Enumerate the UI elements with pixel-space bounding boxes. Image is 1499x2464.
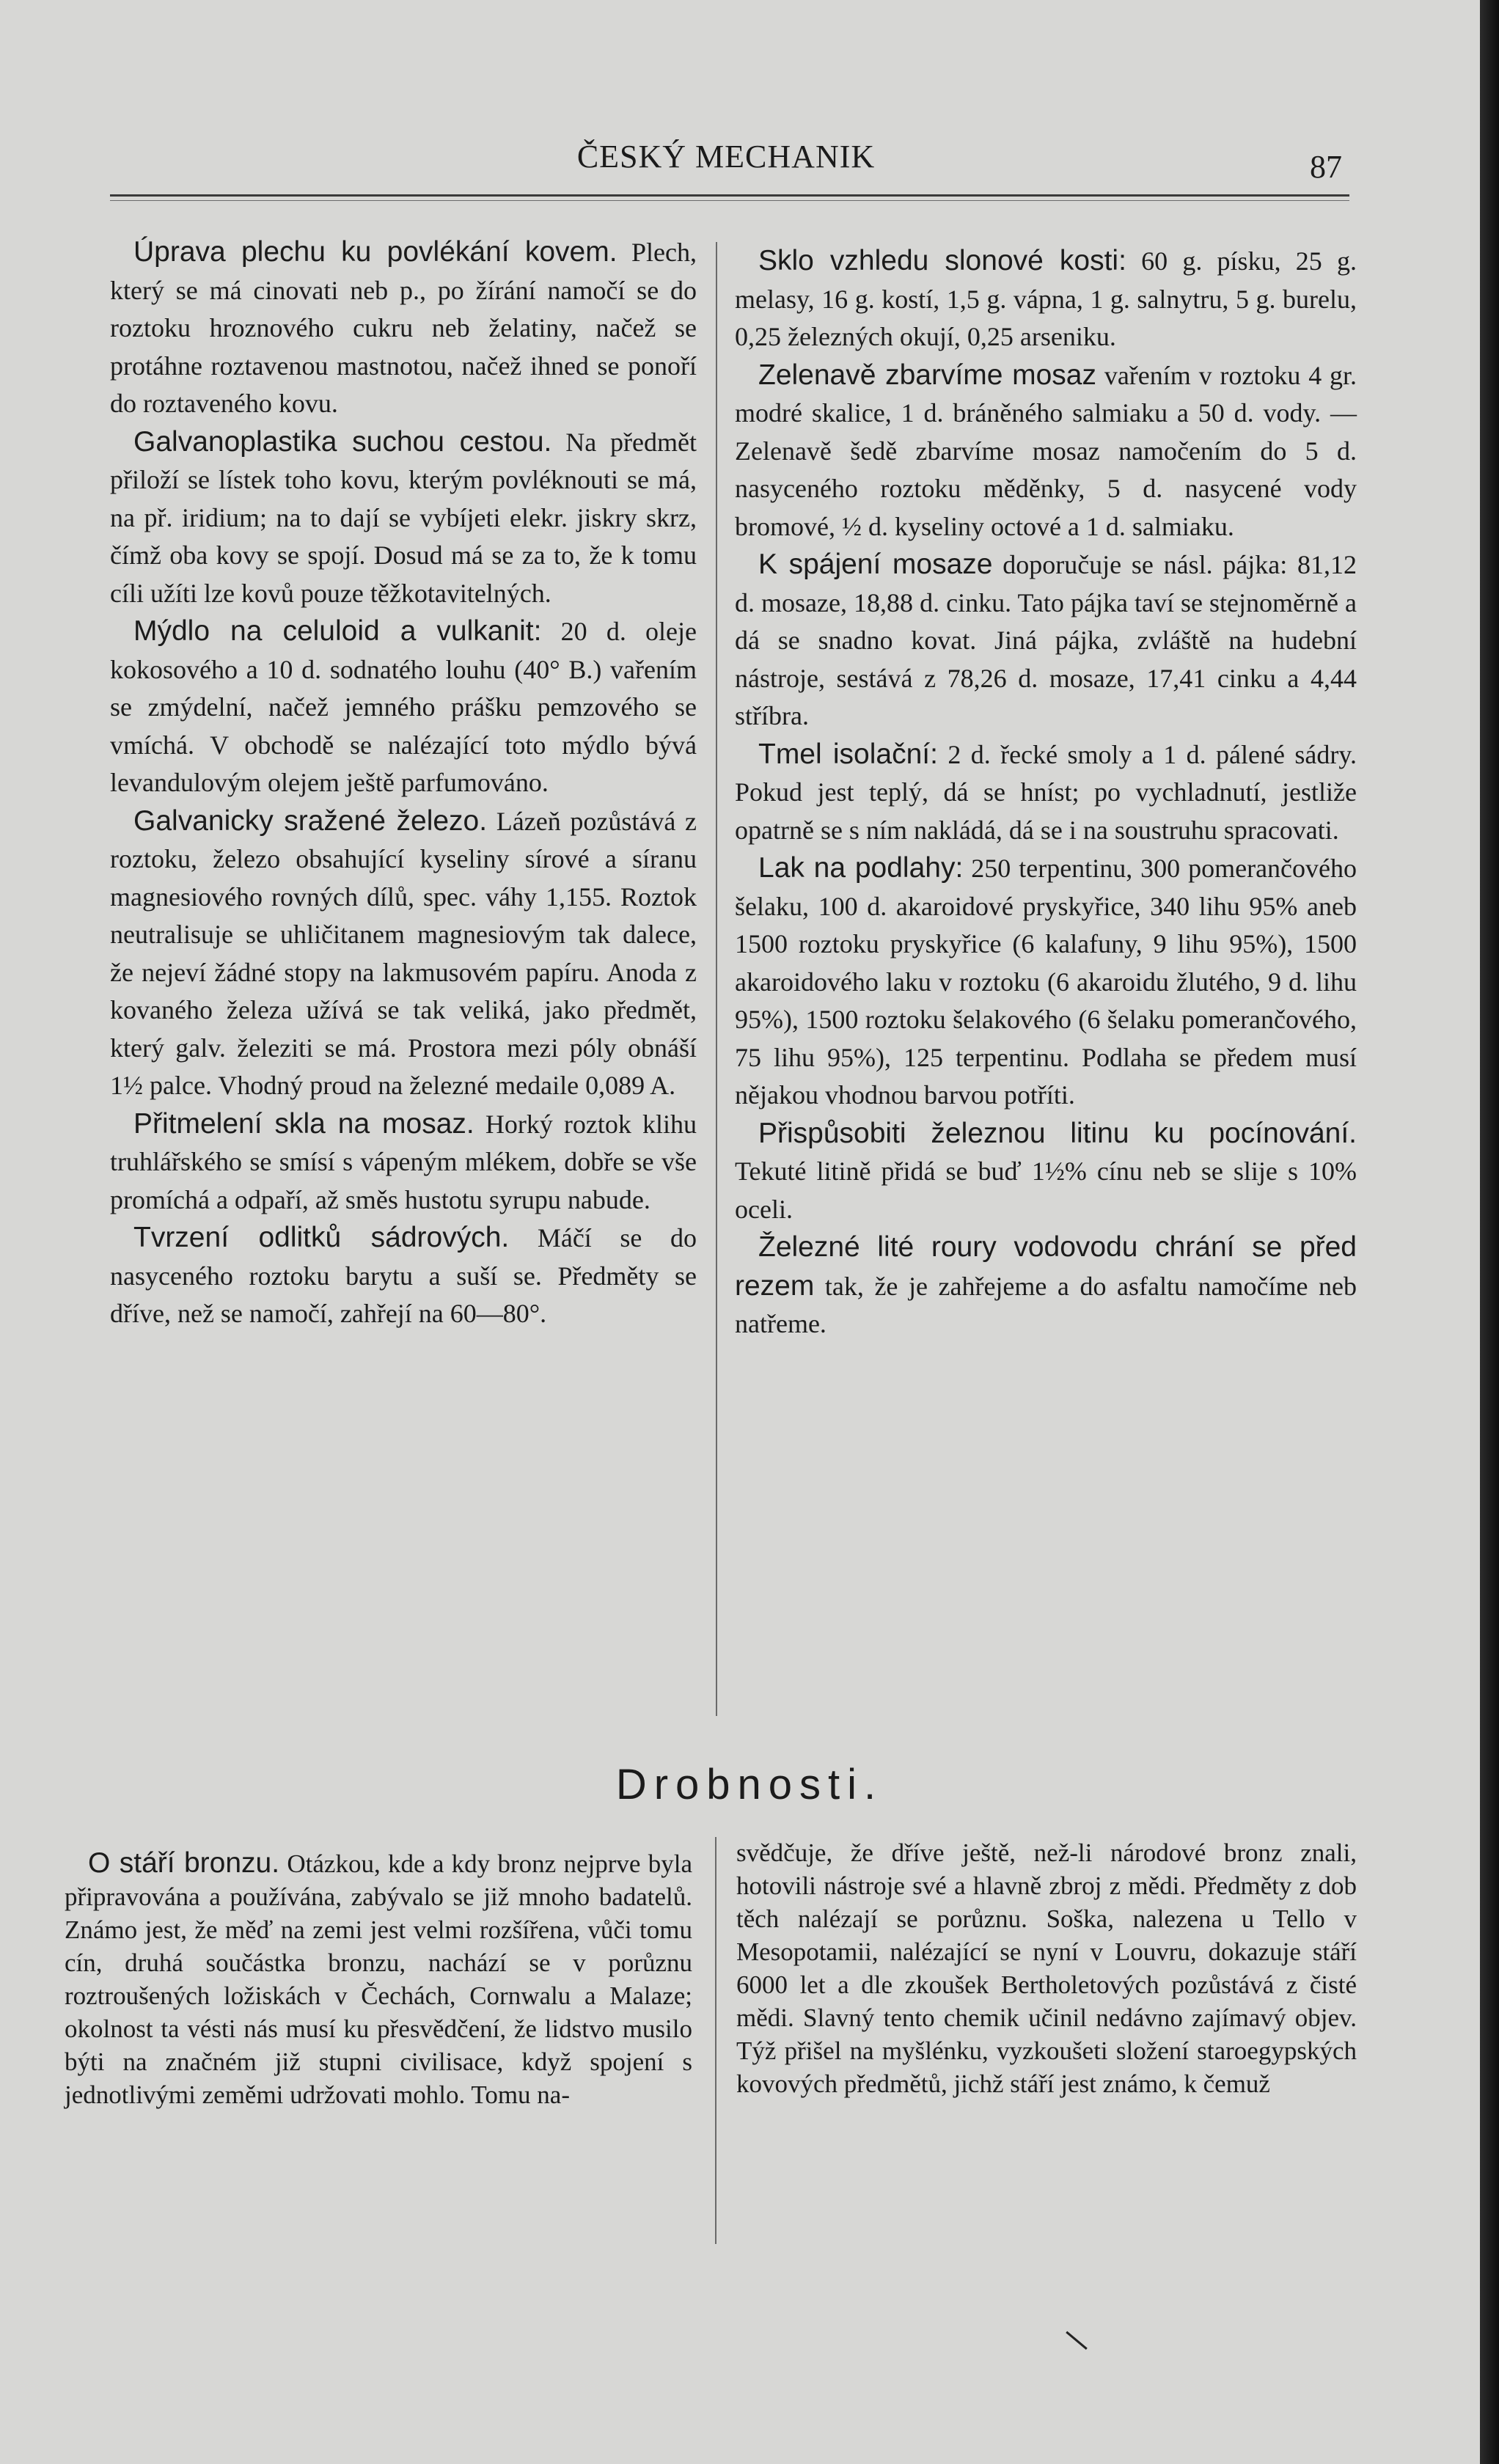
article-heading: Železné lité roury vodovodu chrání se před rezem [735,1231,1357,1302]
article [735,1228,1357,1343]
article-heading: Lak na podlahy: [758,852,964,884]
article-text: Máčí se do nasyceného roztoku barytu a suší se. Předměty se dříve, než se namočí, zahřejí na 60—80°. [110,1223,697,1328]
running-title: ČESKÝ MECHANIK [576,139,876,175]
article-text: tak, že je zahřejeme a do asfaltu namočíme neb natřeme. [735,1271,1357,1338]
page-header [110,138,1342,189]
bottom-right-column [736,1836,1357,2100]
article-text: 2 d. řecké smoly a 1 d. pálené sádry. Pokud jest teplý, dá se hníst; po vychladnutí, jestliže opatrně se s ním nakládá, dá se i na soustruhu spracovati. [735,739,1357,845]
page-number: 87 [1310,149,1342,185]
right-column [735,242,1357,1343]
article-text: 60 g. písku, 25 g. melasy, 16 g. kostí, 1,5 g. vápna, 1 g. salnytru, 5 g. burelu, 0,25 železných okují, 0,25 arseniku. [735,246,1357,351]
article-text: Plech, který se má cinovati neb p., po žírání namočí se do roztoku hroznového cukru neb želatiny, načež se protáhne roztavenou mastnotou, načež ihned se ponoří do roztaveného kovu. [110,238,697,418]
left-column [110,233,697,1333]
article-heading: Tmel isolační: [758,738,938,770]
article [735,242,1357,356]
article-text: vařením v roztoku 4 gr. modré skalice, 1 d. bráněného salmiaku a 50 d. vody. — Zelenavě šedě zbarvíme mosaz namočením do 5 d. nasyceného roztoku měděnky, 5 d. nasycené vody bromové, ½ d. kyseliny octové a 1 d. salmiaku. [735,360,1357,541]
section-title: Drobnosti. [615,1761,884,1808]
article [735,356,1357,546]
header-rule-thin [110,200,1349,201]
article-text: Lázeň pozůstává z roztoku, železo obsahující kyseliny sírové a síranu magnesiového rovných dílů, spec. váhy 1,155. Roztok neutralisuje se uhličitanem magnesiovým tak dalece, že nejeví žádné stopy na lakmusovém papíru. Anoda z kovaného železa užívá se tak veliká, jako předmět, který galv. železiti se má. Prostora mezi póly obnáší 1½ palce. Vhodný proud na železné medaile 0,089 A. [110,806,697,1100]
article [110,802,697,1105]
article [110,1105,697,1220]
article [110,233,697,423]
article-text: Otázkou, kde a kdy bronz nejprve byla připravována a používána, zabývalo se již mnoho badatelů. Známo jest, že měď na zemi jest velmi rozšířena, vůči tomu cín, druhá součástka bronzu, nachází se v porůznu roztroušených ložiskách v Čechách, Cornwalu a Malaze; okolnost ta vésti nás musí ku přesvědčení, že lidstvo musilo býti na značném již stupni civilisace, když spojení s jednotlivými zeměmi udržovati mohlo. Tomu na- [65,1849,693,2109]
article-heading: Sklo vzhledu slonové kosti: [758,245,1126,276]
article [110,612,697,802]
header-rule [110,194,1349,197]
bottom-left-column [65,1847,692,2111]
article-text: 20 d. oleje kokosového a 10 d. sodnatého louhu (40° B.) vařením se zmýdelní, načež jemného prášku pemzového se vmíchá. V obchodě se nalézající toto mýdlo bývá levandulovým olejem ještě parfumováno. [110,617,697,797]
article-continuation: svědčuje, že dříve ještě, než-li národové bronz znali, hotovili nástroje své a hlavně zbroj z mědi. Předměty z dob těch nalézají se porůznu. Soška, nalezena u Tello v Mesopotamii, nalézající se nyní v Louvru, dokazuje stáří 6000 let a dle zkoušek Bertholetových pozůstává z čisté mědi. Slavný tento chemik učinil nedávno zajímavý objev. Týž přišel na myšlénku, vyzkoušeti složení staroegypských kovových předmětů, jichž stáří jest známo, k čemuž [736,1838,1357,2098]
article-text: 250 terpentinu, 300 pomerančového šelaku, 100 d. akaroidové pryskyřice, 340 lihu 95% aneb 1500 roztoku pryskyřice (6 kalafuny, 9 lihu 95%), 1500 akaroidového laku v roztoku (6 akaroidu žlutého, 9 d. lihu 95%), 1500 roztoku šelakového (6 šelaku pomerančového, 75 lihu 95%), 125 terpentinu. Podlaha se předem musí nějakou vhodnou barvou potříti. [735,854,1357,1110]
article-heading: Tvrzení odlitků sádrových. [133,1222,510,1253]
article [110,1219,697,1333]
article-text: Horký roztok klihu truhlářského se smísí s vápeným mlékem, dobře se vše promíchá a odpaří, až směs hustotu syrupu nabude. [110,1109,697,1214]
article-heading: Přispůsobiti železnou litinu ku pocínování. [758,1117,1357,1149]
article-heading: Přitmelení skla na mosaz. [133,1107,474,1140]
scan-mark [1066,2331,1088,2350]
article [65,1847,692,2111]
article [735,1115,1357,1229]
article-text: doporučuje se násl. pájka: 81,12 d. mosaze, 18,88 d. cinku. Tato pájka taví se stejnoměrně a dá se snadno kovat. Jiná pájka, zvláště na hudební nástroje, sestává z 78,26 d. mosaze, 17,41 cinku a 4,44 stříbra. [735,550,1357,730]
article-heading: Zelenavě zbarvíme mosaz [758,359,1096,391]
article-heading: K spájení mosaze [758,549,993,580]
article [735,849,1357,1115]
article [110,423,697,613]
article-heading: Galvanoplastika suchou cestou. [133,425,552,458]
article-text: Tekuté litině přidá se buď 1½% cínu neb se slije s 10% oceli. [735,1156,1357,1224]
bottom-column-divider [715,1837,716,2244]
article-text: Na předmět přiloží se lístek toho kovu, kterým povléknouti se má, na př. iridium; na to dají se vybíjeti elekr. jiskry skrz, čímž oba kovy se spojí. Dosud má se za to, že k tomu cíli užíti lze kovů pouze těžkotavitelných. [110,427,697,608]
column-divider [716,242,717,1716]
article-heading: Mýdlo na celuloid a vulkanit: [133,615,542,647]
page-edge [1480,0,1499,2464]
article [735,736,1357,850]
article [735,546,1357,736]
article-heading: Galvanicky sražené železo. [133,804,488,837]
article-heading: O stáří bronzu. [88,1847,280,1879]
article-heading: Úprava plechu ku povlékání kovem. [133,236,617,268]
